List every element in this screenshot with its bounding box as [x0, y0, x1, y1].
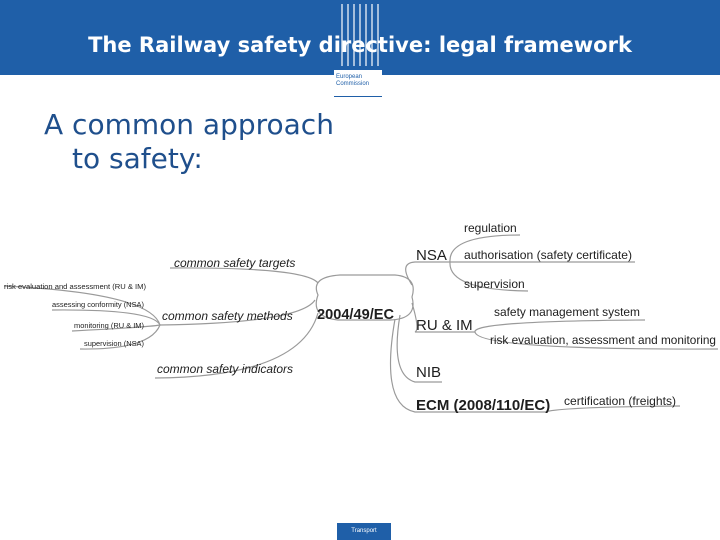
node-nsa: NSA	[416, 247, 447, 264]
node-ecm: ECM (2008/110/EC)	[416, 397, 551, 414]
subtitle-line-1: A common approach	[44, 108, 334, 141]
node-monitoring: monitoring (RU & IM)	[74, 323, 144, 330]
footer-label: Transport	[337, 523, 391, 540]
node-common-safety-indicators: common safety indicators	[157, 362, 294, 376]
logo-text-line-1: European	[336, 74, 363, 80]
node-common-safety-methods: common safety methods	[162, 309, 293, 323]
subtitle-line-2: to safety:	[72, 142, 203, 175]
logo-text-line-2: Commission	[336, 81, 370, 87]
mind-map	[0, 205, 720, 425]
node-supervision-nsa: supervision (NSA)	[84, 341, 144, 348]
node-risk-evaluation-ru-im: risk evaluation and assessment (RU & IM)	[4, 284, 146, 291]
page-title: The Railway safety directive: legal framework	[88, 33, 632, 57]
node-common-safety-targets: common safety targets	[174, 256, 296, 270]
logo-rule	[334, 96, 382, 97]
node-authorisation: authorisation (safety certificate)	[464, 248, 632, 262]
node-ru-im: RU & IM	[416, 317, 473, 334]
node-nib: NIB	[416, 364, 442, 381]
node-assessing-conformity: assessing conformity (NSA)	[52, 302, 144, 309]
center-node: 2004/49/EC	[317, 306, 395, 323]
node-risk-evaluation-monitoring: risk evaluation, assessment and monitoring	[490, 333, 716, 347]
logo-text	[336, 74, 369, 88]
node-certification-freights: certification (freights)	[564, 394, 676, 408]
node-supervision: supervision	[464, 277, 525, 291]
subtitle	[44, 108, 334, 176]
node-safety-management-system: safety management system	[494, 305, 640, 319]
node-regulation: regulation	[464, 221, 517, 235]
